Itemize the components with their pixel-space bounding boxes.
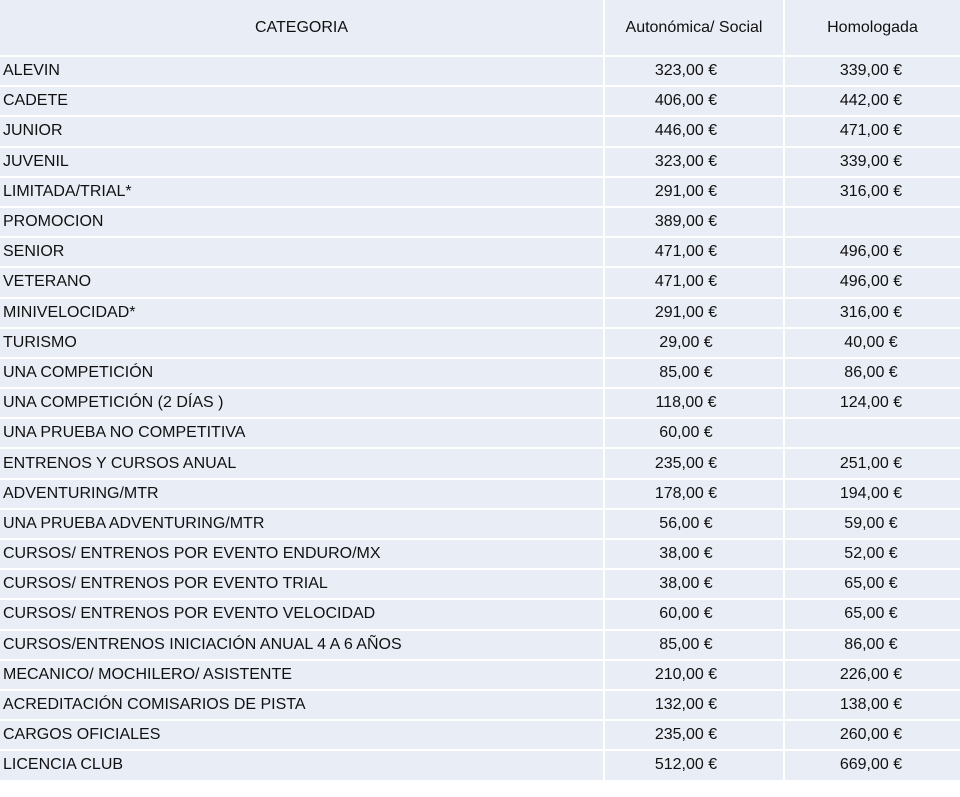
header-autonomica-label: Autonómica/ Social	[625, 18, 763, 36]
homologada-price-cell	[785, 661, 960, 691]
homologada-price-cell	[785, 480, 960, 510]
autonomica-price-cell	[605, 57, 785, 87]
homologada-price: 669,00 €	[839, 756, 903, 774]
category-cell	[0, 268, 605, 298]
autonomica-price: 235,00 €	[654, 454, 718, 472]
category-cell	[0, 148, 605, 178]
category-label: VETERANO	[3, 273, 92, 291]
category-cell	[0, 57, 605, 87]
homologada-price-cell	[785, 57, 960, 87]
table-row	[0, 208, 960, 238]
autonomica-price: 60,00 €	[659, 424, 713, 442]
category-label: UNA COMPETICIÓN	[3, 363, 154, 381]
table-row	[0, 178, 960, 208]
table-row	[0, 268, 960, 298]
homologada-price: 65,00 €	[844, 605, 898, 623]
category-label: CURSOS/ ENTRENOS POR EVENTO VELOCIDAD	[3, 605, 376, 623]
autonomica-price: 512,00 €	[654, 756, 718, 774]
autonomica-price-cell	[605, 178, 785, 208]
category-cell	[0, 570, 605, 600]
autonomica-price-cell	[605, 510, 785, 540]
autonomica-price: 471,00 €	[654, 243, 718, 261]
homologada-price-cell	[785, 691, 960, 721]
homologada-price: 40,00 €	[844, 333, 898, 351]
category-label: UNA PRUEBA NO COMPETITIVA	[3, 424, 246, 442]
homologada-price: 194,00 €	[839, 484, 903, 502]
homologada-price-cell	[785, 721, 960, 751]
category-cell	[0, 510, 605, 540]
autonomica-price: 235,00 €	[654, 726, 718, 744]
homologada-price-cell	[785, 87, 960, 117]
autonomica-price-cell	[605, 359, 785, 389]
autonomica-price-cell	[605, 299, 785, 329]
homologada-price: 86,00 €	[844, 635, 898, 653]
table-row	[0, 510, 960, 540]
table-row	[0, 329, 960, 359]
category-label: CURSOS/ ENTRENOS POR EVENTO ENDURO/MX	[3, 545, 381, 563]
category-label: CARGOS OFICIALES	[3, 726, 161, 744]
category-label: CURSOS/ ENTRENOS POR EVENTO TRIAL	[3, 575, 328, 593]
category-label: MECANICO/ MOCHILERO/ ASISTENTE	[3, 665, 292, 683]
category-cell	[0, 178, 605, 208]
header-categoria	[0, 0, 605, 57]
autonomica-price-cell	[605, 419, 785, 449]
table-row	[0, 117, 960, 147]
category-label: UNA COMPETICIÓN (2 DÍAS )	[3, 394, 224, 412]
autonomica-price-cell	[605, 480, 785, 510]
table-header-row	[0, 0, 960, 57]
category-cell	[0, 600, 605, 630]
homologada-price: 86,00 €	[844, 363, 898, 381]
category-label: JUNIOR	[3, 122, 63, 140]
table-row	[0, 419, 960, 449]
category-label: JUVENIL	[3, 152, 69, 170]
category-cell	[0, 389, 605, 419]
autonomica-price-cell	[605, 721, 785, 751]
autonomica-price: 471,00 €	[654, 273, 718, 291]
table-row	[0, 600, 960, 630]
autonomica-price-cell	[605, 87, 785, 117]
category-cell	[0, 238, 605, 268]
homologada-price-cell	[785, 419, 960, 449]
table-row	[0, 238, 960, 268]
autonomica-price-cell	[605, 117, 785, 147]
homologada-price: 226,00 €	[839, 665, 903, 683]
autonomica-price-cell	[605, 329, 785, 359]
autonomica-price: 38,00 €	[659, 545, 713, 563]
category-label: CURSOS/ENTRENOS INICIACIÓN ANUAL 4 A 6 AÑOS	[3, 635, 402, 653]
table-row	[0, 299, 960, 329]
autonomica-price: 60,00 €	[659, 605, 713, 623]
homologada-price: 339,00 €	[839, 62, 903, 80]
category-cell	[0, 691, 605, 721]
homologada-price-cell	[785, 117, 960, 147]
autonomica-price-cell	[605, 449, 785, 479]
autonomica-price-cell	[605, 540, 785, 570]
category-cell	[0, 87, 605, 117]
table-row	[0, 721, 960, 751]
homologada-price: 496,00 €	[839, 273, 903, 291]
table-row	[0, 449, 960, 479]
homologada-price-cell	[785, 449, 960, 479]
category-cell	[0, 751, 605, 781]
homologada-price: 339,00 €	[839, 152, 903, 170]
category-cell	[0, 329, 605, 359]
category-cell	[0, 661, 605, 691]
category-cell	[0, 480, 605, 510]
header-homologada-label: Homologada	[827, 18, 918, 36]
category-cell	[0, 449, 605, 479]
autonomica-price-cell	[605, 691, 785, 721]
table-row	[0, 661, 960, 691]
homologada-price: 442,00 €	[839, 92, 903, 110]
table-row	[0, 570, 960, 600]
autonomica-price: 291,00 €	[654, 182, 718, 200]
autonomica-price-cell	[605, 268, 785, 298]
autonomica-price-cell	[605, 600, 785, 630]
category-cell	[0, 299, 605, 329]
autonomica-price-cell	[605, 661, 785, 691]
autonomica-price: 291,00 €	[654, 303, 718, 321]
autonomica-price: 406,00 €	[654, 92, 718, 110]
homologada-price-cell	[785, 208, 960, 238]
homologada-price: 316,00 €	[839, 182, 903, 200]
homologada-price-cell	[785, 389, 960, 419]
autonomica-price-cell	[605, 631, 785, 661]
autonomica-price: 389,00 €	[654, 213, 718, 231]
category-cell	[0, 721, 605, 751]
homologada-price-cell	[785, 631, 960, 661]
category-label: ENTRENOS Y CURSOS ANUAL	[3, 454, 237, 472]
table-row	[0, 389, 960, 419]
homologada-price-cell	[785, 751, 960, 781]
homologada-price: 316,00 €	[839, 303, 903, 321]
autonomica-price: 178,00 €	[654, 484, 718, 502]
homologada-price: 124,00 €	[839, 394, 903, 412]
homologada-price-cell	[785, 238, 960, 268]
category-cell	[0, 117, 605, 147]
category-label: ADVENTURING/MTR	[3, 484, 159, 502]
category-cell	[0, 208, 605, 238]
category-label: MINIVELOCIDAD*	[3, 303, 136, 321]
table-row	[0, 751, 960, 781]
homologada-price: 138,00 €	[839, 696, 903, 714]
autonomica-price: 323,00 €	[654, 62, 718, 80]
autonomica-price-cell	[605, 751, 785, 781]
category-label: LICENCIA CLUB	[3, 756, 124, 774]
autonomica-price: 85,00 €	[659, 635, 713, 653]
category-cell	[0, 540, 605, 570]
homologada-price: 59,00 €	[844, 514, 898, 532]
homologada-price-cell	[785, 359, 960, 389]
autonomica-price: 323,00 €	[654, 152, 718, 170]
category-cell	[0, 419, 605, 449]
homologada-price-cell	[785, 510, 960, 540]
header-autonomica	[605, 0, 785, 57]
category-label: PROMOCION	[3, 213, 104, 231]
autonomica-price: 210,00 €	[654, 665, 718, 683]
homologada-price-cell	[785, 600, 960, 630]
table-row	[0, 631, 960, 661]
table-row	[0, 57, 960, 87]
homologada-price-cell	[785, 540, 960, 570]
autonomica-price-cell	[605, 570, 785, 600]
homologada-price-cell	[785, 178, 960, 208]
table-row	[0, 540, 960, 570]
autonomica-price: 56,00 €	[659, 514, 713, 532]
autonomica-price-cell	[605, 148, 785, 178]
autonomica-price-cell	[605, 389, 785, 419]
homologada-price-cell	[785, 268, 960, 298]
category-label: TURISMO	[3, 333, 77, 351]
category-label: ACREDITACIÓN COMISARIOS DE PISTA	[3, 696, 306, 714]
homologada-price-cell	[785, 299, 960, 329]
category-label: UNA PRUEBA ADVENTURING/MTR	[3, 514, 265, 532]
autonomica-price: 446,00 €	[654, 122, 718, 140]
homologada-price-cell	[785, 148, 960, 178]
category-cell	[0, 631, 605, 661]
autonomica-price: 38,00 €	[659, 575, 713, 593]
autonomica-price: 29,00 €	[659, 333, 713, 351]
homologada-price: 65,00 €	[844, 575, 898, 593]
homologada-price: 471,00 €	[839, 122, 903, 140]
category-label: ALEVIN	[3, 62, 60, 80]
table-row	[0, 359, 960, 389]
header-homologada	[785, 0, 960, 57]
category-cell	[0, 359, 605, 389]
homologada-price: 496,00 €	[839, 243, 903, 261]
homologada-price: 52,00 €	[844, 545, 898, 563]
table-row	[0, 148, 960, 178]
table-row	[0, 480, 960, 510]
header-categoria-label: CATEGORIA	[254, 18, 349, 36]
homologada-price-cell	[785, 570, 960, 600]
homologada-price: 260,00 €	[839, 726, 903, 744]
category-label: CADETE	[3, 92, 68, 110]
table-row	[0, 87, 960, 117]
autonomica-price-cell	[605, 208, 785, 238]
homologada-price: 251,00 €	[839, 454, 903, 472]
autonomica-price: 132,00 €	[654, 696, 718, 714]
homologada-price-cell	[785, 329, 960, 359]
autonomica-price: 85,00 €	[659, 363, 713, 381]
table-body	[0, 57, 960, 782]
table-row	[0, 691, 960, 721]
autonomica-price-cell	[605, 238, 785, 268]
autonomica-price: 118,00 €	[655, 394, 717, 412]
category-label: LIMITADA/TRIAL*	[3, 182, 132, 200]
category-label: SENIOR	[3, 243, 65, 261]
